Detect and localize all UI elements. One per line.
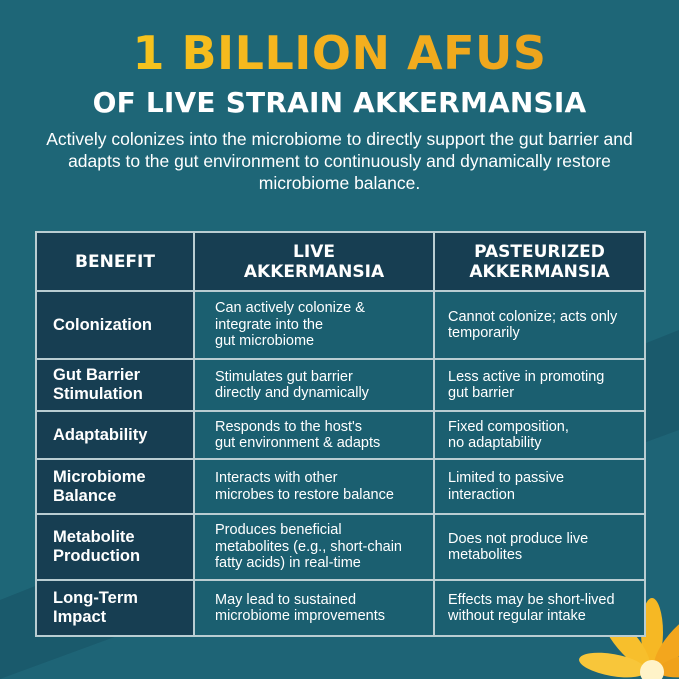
- table-row: [36, 359, 645, 411]
- row-pasteurized-cell: Less active in promoting gut barrier: [434, 359, 645, 411]
- row-benefit-label: Adaptability: [36, 411, 194, 459]
- row-pasteurized-cell: Limited to passive interaction: [434, 459, 645, 514]
- table-row: [36, 459, 645, 514]
- row-benefit-label: Gut Barrier Stimulation: [36, 359, 194, 411]
- row-benefit-label: Metabolite Production: [36, 514, 194, 580]
- headline: 1 BILLION AFUS: [0, 26, 679, 80]
- row-benefit-label: Long-Term Impact: [36, 580, 194, 636]
- table-row: [36, 291, 645, 359]
- row-live-cell: Stimulates gut barrier directly and dynamically: [194, 359, 434, 411]
- subheadline: OF LIVE STRAIN AKKERMANSIA: [92, 86, 587, 119]
- row-benefit-label: Microbiome Balance: [36, 459, 194, 514]
- row-live-cell: Produces beneficial metabolites (e.g., short-chain fatty acids) in real-time: [194, 514, 434, 580]
- table-row: [36, 514, 645, 580]
- row-live-cell: Interacts with other microbes to restore balance: [194, 459, 434, 514]
- table-row: [36, 580, 645, 636]
- header-pasteurized-akkermansia: PASTEURIZED AKKERMANSIA: [434, 232, 645, 291]
- row-live-cell: Responds to the host's gut environment & adapts: [194, 411, 434, 459]
- table-header-row: [36, 232, 645, 291]
- row-pasteurized-cell: Fixed composition, no adaptability: [434, 411, 645, 459]
- table-row: [36, 411, 645, 459]
- row-pasteurized-cell: Cannot colonize; acts only temporarily: [434, 291, 645, 359]
- comparison-table: [35, 231, 646, 637]
- header-live-akkermansia: LIVE AKKERMANSIA: [194, 232, 434, 291]
- intro-text: Actively colonizes into the microbiome to directly support the gut barrier and adapts to the gut environment to continuously and dynamically restore microbiome balance.: [46, 129, 633, 193]
- row-live-cell: May lead to sustained microbiome improvements: [194, 580, 434, 636]
- row-live-cell: Can actively colonize & integrate into the gut microbiome: [194, 291, 434, 359]
- row-pasteurized-cell: Does not produce live metabolites: [434, 514, 645, 580]
- header-benefit: BENEFIT: [36, 232, 194, 291]
- row-benefit-label: Colonization: [36, 291, 194, 359]
- row-pasteurized-cell: Effects may be short-lived without regular intake: [434, 580, 645, 636]
